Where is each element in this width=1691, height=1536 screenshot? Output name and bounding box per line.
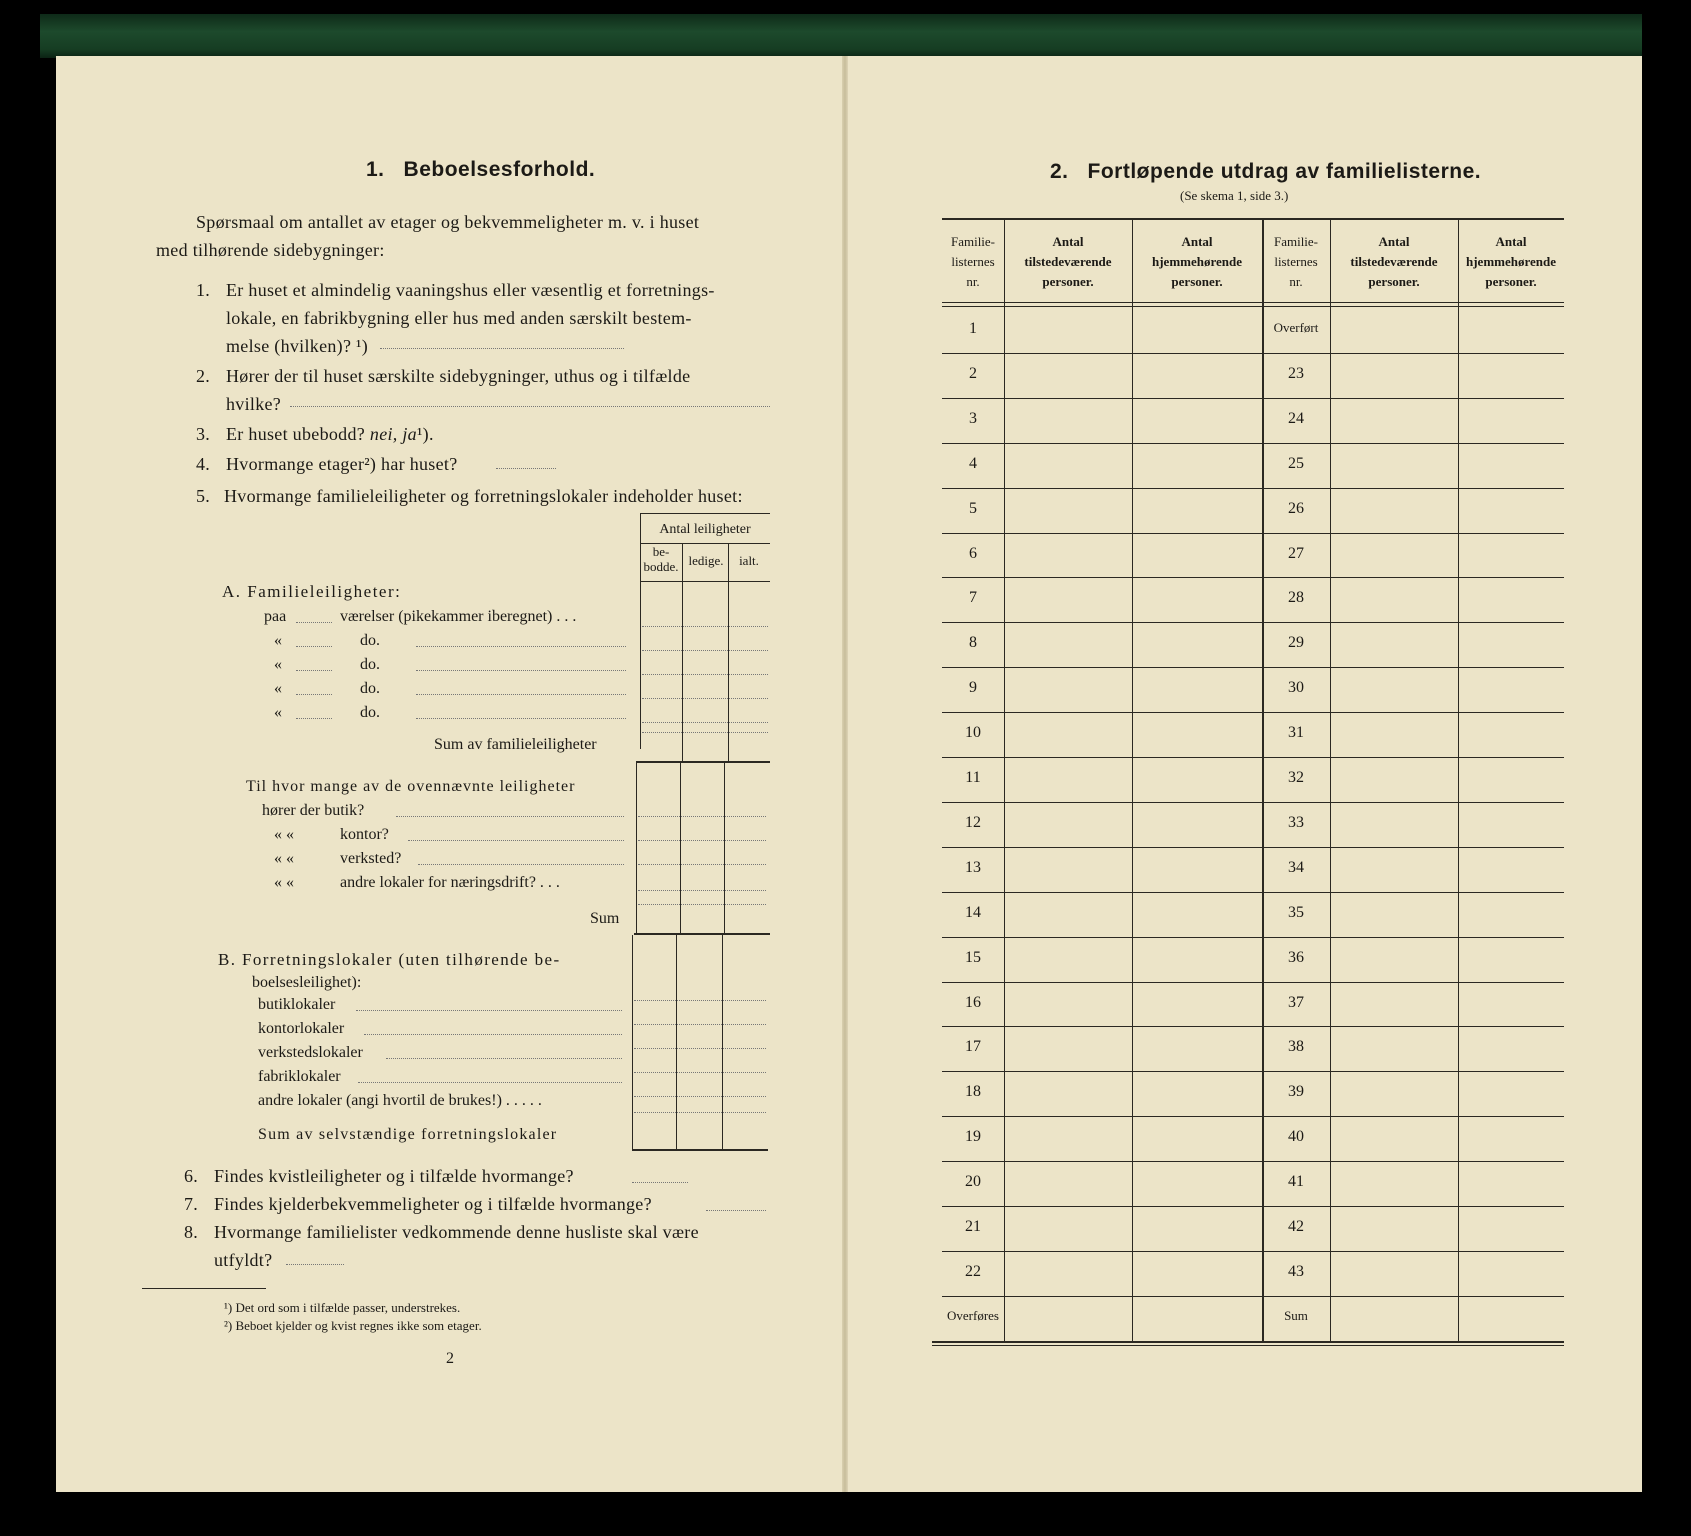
a-row-2-rooms-input[interactable]: [296, 646, 332, 647]
column-header-6: Antal hjemmehørende personer.: [1465, 234, 1557, 289]
b-sum-rule: [632, 1149, 768, 1151]
row-rule: [942, 757, 1564, 758]
row-number-right: 33: [1288, 813, 1304, 831]
question-3-suffix: ¹).: [416, 424, 434, 444]
entry-cells-left[interactable]: [1006, 1028, 1260, 1069]
row-number-right: 30: [1288, 679, 1304, 697]
intro-line-1: Spørsmaal om antallet av etager og bekvemmeligheter m. v. i huset: [196, 212, 700, 232]
row-number-left: 22: [965, 1262, 981, 1280]
entry-cells-right[interactable]: [1332, 804, 1562, 845]
a-row-1-prefix: paa: [264, 608, 287, 625]
col-divider-2: [722, 935, 723, 1149]
row-number-right: 28: [1288, 589, 1304, 607]
column-header-4: Familie- listernes nr.: [1273, 234, 1319, 289]
row-number-right: 39: [1288, 1083, 1304, 1101]
row-rule: [942, 1071, 1564, 1072]
question-7-text: Findes kjelderbekvemmeligheter og i tilfælde hvormange?: [214, 1194, 652, 1214]
column-group-header: Antal leiligheter: [659, 522, 751, 537]
leader-dots: [396, 816, 624, 817]
entry-cells-left[interactable]: [1006, 939, 1260, 980]
a-row-3-text: do.: [360, 656, 380, 673]
row-number-right: 25: [1288, 454, 1304, 472]
row-number-right: 40: [1288, 1128, 1304, 1146]
col-divider-1: [680, 763, 681, 933]
verksted-question: verksted?: [340, 850, 402, 867]
andre-cells[interactable]: [638, 890, 766, 891]
header-rule-1: [942, 302, 1564, 303]
leader-dots: [358, 1082, 622, 1083]
row-rule: [942, 712, 1564, 713]
entry-cells-right[interactable]: [1332, 1028, 1562, 1069]
entry-cells-left[interactable]: [1006, 669, 1260, 710]
row-number-right: 27: [1288, 544, 1304, 562]
a-row-1-text: værelser (pikekammer iberegnet) . . .: [340, 608, 577, 625]
row-rule: [942, 982, 1564, 983]
entry-cells-left[interactable]: [1006, 894, 1260, 935]
table-bottom-rule-2: [932, 1345, 1564, 1346]
row-number-left: 4: [969, 454, 977, 472]
row-rule: [942, 577, 1564, 578]
row-number-left: 20: [965, 1173, 981, 1191]
kontor-cells[interactable]: [638, 840, 766, 841]
entry-cells-right[interactable]: [1332, 445, 1562, 486]
row-number-right: 32: [1288, 769, 1304, 786]
row-number-right: 34: [1288, 858, 1304, 876]
row-number-right: 43: [1288, 1262, 1304, 1280]
col-divider-1: [682, 543, 683, 761]
entry-cells-left[interactable]: [1006, 1118, 1260, 1159]
footnote-rule: [142, 1288, 266, 1289]
row-number-right: 26: [1288, 499, 1304, 517]
table-top-rule: [640, 513, 770, 514]
row-number-left: 11: [965, 769, 981, 786]
entry-cells-left[interactable]: [1006, 400, 1260, 441]
table-bottom-rule: [932, 1341, 1564, 1343]
row-rule: [942, 622, 1564, 623]
column-header-5: Antal tilstedeværende personer.: [1350, 234, 1438, 289]
leader-dots: [416, 646, 626, 647]
b-sum-cells[interactable]: [634, 1112, 766, 1113]
entry-cells-right[interactable]: [1332, 310, 1562, 351]
a-row-5-ditto: «: [274, 704, 282, 721]
a-row-4-rooms-input[interactable]: [296, 694, 332, 695]
entry-cells-right[interactable]: [1332, 984, 1562, 1025]
row-rule: [942, 533, 1564, 534]
row-number-left: 15: [965, 948, 981, 966]
col-divider-2: [728, 543, 729, 761]
col-divider-1: [676, 935, 677, 1149]
entry-cells-left[interactable]: [1006, 1253, 1260, 1294]
entry-cells-left[interactable]: [1006, 310, 1260, 351]
row-number-left: 18: [965, 1083, 981, 1101]
entry-cells-right[interactable]: [1332, 490, 1562, 531]
b-item-butiklokaler: butiklokaler: [258, 996, 336, 1013]
header-rule-2: [942, 306, 1564, 307]
a-row-5-rooms-input[interactable]: [296, 718, 332, 719]
entry-cells-right[interactable]: [1332, 624, 1562, 665]
a-row-4-cells[interactable]: [642, 698, 768, 699]
section-title: Fortløpende utdrag av familielisterne.: [1087, 160, 1482, 183]
footer-sum: Sum: [1284, 1307, 1308, 1323]
page-number: 2: [446, 1350, 454, 1367]
b-item-fabriklokaler: fabriklokaler: [258, 1068, 341, 1085]
row-number-right: 37: [1288, 993, 1304, 1011]
question-2-line-1: Hører der til huset særskilte sidebygninger, uthus og i tilfælde: [226, 366, 691, 386]
a-sum-label: Sum av familieleiligheter: [434, 736, 597, 753]
column-bebodde: be- bodde.: [643, 544, 679, 574]
verksted-ditto: « «: [274, 850, 294, 867]
row-number-right: 41: [1288, 1173, 1304, 1191]
section-2-subtitle: (Se skema 1, side 3.): [1180, 188, 1289, 203]
entry-cells-left[interactable]: [1006, 490, 1260, 531]
answer-line-q6[interactable]: [632, 1182, 688, 1183]
entry-cells-left[interactable]: [1006, 1163, 1260, 1204]
row-rule: [942, 667, 1564, 668]
row-rule: [942, 802, 1564, 803]
answer-line-q1[interactable]: [380, 348, 624, 349]
row-rule: [942, 1116, 1564, 1117]
question-1-line-1: Er huset et almindelig vaaningshus eller væsentlig et forretnings-: [226, 280, 715, 300]
column-header-1: Familie- listernes nr.: [950, 234, 996, 289]
entry-cells-right[interactable]: [1332, 669, 1562, 710]
a-row-5-cells[interactable]: [642, 722, 768, 723]
column-header-2: Antal tilstedeværende personer.: [1024, 234, 1112, 289]
row-rule: [942, 1296, 1564, 1297]
a-row-5-text: do.: [360, 704, 380, 721]
verksted-cells[interactable]: [638, 864, 766, 865]
entry-cells-left[interactable]: [1006, 759, 1260, 800]
kontor-question: kontor?: [340, 826, 389, 843]
answer-line-q4[interactable]: [496, 468, 556, 469]
entry-cells-right[interactable]: [1332, 894, 1562, 935]
row-number-left: 9: [969, 679, 977, 697]
row-number-left: 1: [969, 320, 977, 337]
table-top-rule: [942, 218, 1564, 220]
row-rule: [942, 488, 1564, 489]
section-b-line-1: B. Forretningslokaler (uten tilhørende be-: [218, 950, 561, 969]
footnote-2: ²) Beboet kjelder og kvist regnes ikke som etager.: [224, 1318, 482, 1333]
section-a-title: A. Familieleiligheter:: [222, 582, 402, 601]
question-6-text: Findes kvistleiligheter og i tilfælde hvormange?: [214, 1166, 574, 1186]
section-1-heading: [366, 158, 595, 182]
section-b-line-2: boelsesleilighet):: [252, 974, 362, 991]
row-number-left: 10: [965, 724, 981, 742]
entry-cells-left[interactable]: [1006, 445, 1260, 486]
row-rule: [942, 1251, 1564, 1252]
row-number-left: 21: [965, 1218, 981, 1235]
binding-strip: [40, 14, 1642, 58]
row-number-left: 6: [969, 544, 977, 562]
column-ledige: ledige.: [688, 553, 724, 568]
leader-dots: [408, 840, 624, 841]
entry-cells-left[interactable]: [1006, 1208, 1260, 1249]
a-row-2-text: do.: [360, 632, 380, 649]
leader-dots: [418, 864, 624, 865]
a-sum-cells[interactable]: [642, 732, 768, 733]
entry-cells-left[interactable]: [1006, 714, 1260, 755]
row-number-left: 2: [969, 364, 977, 382]
butik-sum-label: Sum: [590, 910, 620, 927]
row-rule: [942, 1206, 1564, 1207]
column-ialt: ialt.: [739, 553, 759, 568]
row-number-left: 19: [965, 1128, 981, 1146]
b-andre-cells[interactable]: [634, 1096, 766, 1097]
answer-line-q2[interactable]: [290, 406, 770, 407]
row-number-right: 31: [1288, 724, 1304, 742]
b-butik-cells[interactable]: [634, 1000, 766, 1001]
entry-cells-right[interactable]: [1332, 714, 1562, 755]
butik-sum-rule: [634, 933, 770, 935]
entry-cells-right[interactable]: [1332, 535, 1562, 576]
a-row-3-ditto: «: [274, 656, 282, 673]
entry-cells-right[interactable]: [1332, 400, 1562, 441]
row-number-left: 8: [969, 634, 977, 652]
entry-cells-right[interactable]: [1332, 759, 1562, 800]
a-row-3-cells[interactable]: [642, 674, 768, 675]
entry-cells-right[interactable]: [1332, 1118, 1562, 1159]
column-divider: [1330, 218, 1331, 1341]
col-divider-0: [632, 935, 633, 1149]
question-5-text: Hvormange familieleiligheter og forretningslokaler indeholder huset:: [224, 486, 743, 506]
row-number-left: 13: [965, 858, 981, 876]
row-rule: [942, 892, 1564, 893]
leader-dots: [416, 670, 626, 671]
b-fabrik-cells[interactable]: [634, 1072, 766, 1073]
a-row-4-ditto: «: [274, 680, 282, 697]
row-rule: [942, 1026, 1564, 1027]
entry-cells-left[interactable]: [1006, 579, 1260, 620]
butik-question-line-1: Til hvor mange av de ovennævnte leiligheter: [246, 778, 576, 795]
footnote-1: ¹) Det ord som i tilfælde passer, understrekes.: [224, 1300, 461, 1315]
a-row-1-rooms-input[interactable]: [296, 622, 332, 623]
section-number: 1.: [366, 158, 385, 181]
page-fold: [842, 56, 848, 1492]
row-rule: [942, 398, 1564, 399]
col-divider-2: [724, 763, 725, 933]
leader-dots: [386, 1058, 622, 1059]
question-8-number: 8.: [184, 1222, 199, 1242]
row-number-left: 5: [969, 499, 977, 517]
question-8-line-2: utfyldt?: [214, 1250, 273, 1270]
question-3-text: Er huset ubebodd?: [226, 424, 366, 444]
row-number-left: 16: [965, 993, 981, 1011]
row-rule: [942, 937, 1564, 938]
row-rule: [942, 443, 1564, 444]
row-overfort: Overført: [1273, 320, 1319, 335]
sum-cells[interactable]: [638, 904, 766, 905]
b-item-verkstedslokaler: verkstedslokaler: [258, 1044, 363, 1061]
question-4-text: Hvormange etager²) har huset?: [226, 454, 458, 474]
a-row-2-cells[interactable]: [642, 650, 768, 651]
question-2-number: 2.: [196, 366, 211, 386]
a-row-1-cells[interactable]: [642, 626, 768, 627]
andre-question: andre lokaler for næringsdrift? . . .: [340, 874, 560, 891]
leader-dots: [364, 1034, 622, 1035]
entry-cells-right[interactable]: [1332, 1208, 1562, 1249]
entry-cells-left[interactable]: [1006, 624, 1260, 665]
question-7-number: 7.: [184, 1194, 199, 1214]
row-number-right: 23: [1288, 364, 1304, 382]
intro-line-2: med tilhørende sidebygninger:: [156, 240, 385, 260]
row-number-right: 35: [1288, 903, 1304, 921]
question-8-line-1: Hvormange familielister vedkommende denne husliste skal være: [214, 1222, 699, 1242]
entry-cells-right[interactable]: [1332, 939, 1562, 980]
butik-question-line-2: hører der butik?: [262, 802, 365, 819]
entry-cells-left[interactable]: [1006, 804, 1260, 845]
row-number-left: 17: [965, 1038, 981, 1056]
entry-cells-right[interactable]: [1332, 1298, 1562, 1339]
row-rule: [942, 1161, 1564, 1162]
entry-cells-right[interactable]: [1332, 1073, 1562, 1114]
row-number-left: 14: [965, 903, 981, 921]
butik-cells[interactable]: [638, 816, 766, 817]
question-3-options[interactable]: nei, ja: [369, 424, 417, 444]
footer-overfores: Overføres: [947, 1307, 999, 1323]
entry-cells-left[interactable]: [1006, 1073, 1260, 1114]
entry-cells-right[interactable]: [1332, 579, 1562, 620]
entry-cells-right[interactable]: [1332, 849, 1562, 890]
section-2-heading: [1050, 160, 1481, 184]
question-6-number: 6.: [184, 1166, 199, 1186]
row-number-left: 3: [969, 409, 977, 427]
entry-cells-left[interactable]: [1006, 849, 1260, 890]
column-divider: [1004, 218, 1005, 1341]
b-item-kontorlokaler: kontorlokaler: [258, 1020, 345, 1037]
question-3: [226, 420, 434, 448]
row-number-right: 38: [1288, 1038, 1304, 1056]
a-row-2-ditto: «: [274, 632, 282, 649]
b-item-andre: andre lokaler (angi hvortil de brukes!) . . . . .: [258, 1092, 542, 1109]
a-row-4-text: do.: [360, 680, 380, 697]
row-number-right: 36: [1288, 948, 1304, 966]
leader-dots: [416, 718, 626, 719]
col-divider-0: [636, 763, 637, 933]
b-verksted-cells[interactable]: [634, 1048, 766, 1049]
entry-cells-left[interactable]: [1006, 535, 1260, 576]
b-kontor-cells[interactable]: [634, 1024, 766, 1025]
answer-line-q8[interactable]: [286, 1264, 344, 1265]
leader-dots: [416, 694, 626, 695]
answer-line-q7[interactable]: [706, 1210, 766, 1211]
row-rule: [942, 353, 1564, 354]
question-1-line-2: lokale, en fabrikbygning eller hus med anden særskilt bestem-: [226, 308, 692, 328]
question-1-line-3: melse (hvilken)? ¹): [226, 336, 369, 356]
row-number-right: 24: [1288, 409, 1304, 427]
header-bottom-rule: [640, 581, 770, 582]
entry-cells-left[interactable]: [1006, 355, 1260, 396]
entry-cells-right[interactable]: [1332, 1163, 1562, 1204]
section-title: Beboelsesforhold.: [403, 158, 596, 181]
question-5-number: 5.: [196, 486, 211, 506]
question-1-number: 1.: [196, 280, 211, 300]
row-number-right: 29: [1288, 634, 1304, 652]
a-row-3-rooms-input[interactable]: [296, 670, 332, 671]
row-number-left: 7: [969, 589, 977, 607]
question-3-number: 3.: [196, 424, 211, 444]
entry-cells-left[interactable]: [1006, 1298, 1260, 1339]
row-number-right: 42: [1288, 1218, 1304, 1235]
question-4-number: 4.: [196, 454, 211, 474]
entry-cells-left[interactable]: [1006, 984, 1260, 1025]
question-2-line-2: hvilke?: [226, 394, 282, 414]
row-number-left: 12: [965, 813, 981, 831]
column-header-3: Antal hjemmehørende personer.: [1151, 234, 1243, 289]
b-sum-label: Sum av selvstændige forretningslokaler: [258, 1126, 558, 1143]
entry-cells-right[interactable]: [1332, 355, 1562, 396]
kontor-ditto: « «: [274, 826, 294, 843]
andre-ditto: « «: [274, 874, 294, 891]
leader-dots: [356, 1010, 622, 1011]
section-number: 2.: [1050, 160, 1069, 183]
entry-cells-right[interactable]: [1332, 1253, 1562, 1294]
a-sum-rule: [636, 761, 770, 763]
row-rule: [942, 847, 1564, 848]
